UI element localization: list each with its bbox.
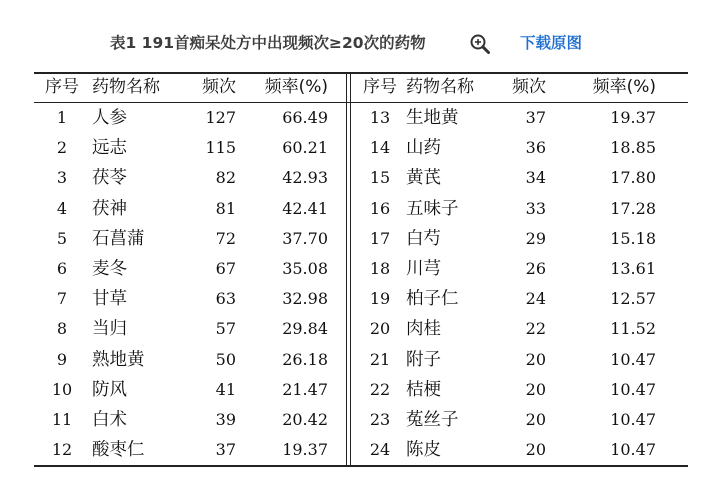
cell-index: 18 [369,259,391,278]
cell-frequency: 20 [525,379,546,399]
cell-index: 19 [369,289,391,309]
cell-name: 茯苓 [92,168,127,189]
drug-frequency-table [34,72,688,467]
cell-frequency: 50 [215,349,236,369]
cell-rate: 10.47 [610,379,656,399]
cell-name: 黄芪 [406,168,441,189]
header-index: 序号 [363,77,397,97]
cell-index: 16 [369,198,391,218]
cell-frequency: 39 [215,410,236,429]
cell-name: 甘草 [92,289,127,310]
cell-name: 人参 [92,108,127,128]
cell-index: 21 [369,349,391,369]
cell-index: 20 [369,319,391,339]
cell-index: 7 [56,289,68,309]
cell-rate: 10.47 [610,440,656,460]
header-rate: 频率(%) [592,77,656,97]
cell-frequency: 37 [525,108,546,127]
cell-frequency: 26 [525,259,546,278]
cell-rate: 21.47 [282,379,328,399]
cell-frequency: 115 [205,138,236,158]
cell-frequency: 67 [215,259,236,278]
cell-frequency: 29 [525,228,546,248]
cell-name: 麦冬 [92,259,127,279]
cell-rate: 15.18 [610,228,656,248]
table-caption: 表1 191首痴呆处方中出现频次≥20次的药物 [110,34,426,52]
header-index: 序号 [45,77,79,97]
cell-rate: 17.28 [610,198,656,218]
cell-frequency: 33 [525,198,546,218]
cell-name: 白术 [92,410,127,430]
cell-name: 茯神 [92,198,127,219]
cell-rate: 26.18 [282,349,328,369]
header-frequency: 频次 [202,77,236,97]
cell-index: 10 [51,379,73,399]
header-rate: 频率(%) [264,77,328,97]
cell-name: 五味子 [406,198,459,219]
cell-index: 14 [369,138,391,158]
cell-rate: 18.85 [610,138,656,158]
cell-rate: 20.42 [282,410,328,429]
cell-name: 山药 [406,138,441,159]
cell-name: 肉桂 [406,319,441,340]
cell-name: 桔梗 [406,379,441,400]
cell-rate: 66.49 [282,108,328,127]
cell-name: 柏子仁 [406,289,459,310]
cell-rate: 17.80 [610,168,656,188]
cell-name: 酸枣仁 [92,440,145,461]
cell-name: 川芎 [406,259,441,279]
cell-frequency: 20 [525,440,546,460]
header-name: 药物名称 [406,77,474,97]
cell-index: 24 [369,440,391,460]
header-name: 药物名称 [92,77,160,97]
cell-name: 防风 [92,379,127,400]
cell-rate: 12.57 [610,289,656,309]
cell-frequency: 20 [525,410,546,429]
cell-rate: 35.08 [282,259,328,278]
cell-name: 当归 [92,319,127,340]
cell-name: 菟丝子 [406,410,459,430]
cell-index: 23 [369,410,391,429]
cell-index: 3 [56,168,68,188]
cell-rate: 37.70 [282,228,328,248]
cell-frequency: 82 [215,168,236,188]
cell-rate: 19.37 [610,108,656,127]
cell-index: 17 [369,228,391,248]
cell-frequency: 41 [215,379,236,399]
zoom-in-icon[interactable] [469,33,491,55]
cell-index: 13 [369,108,391,127]
cell-rate: 32.98 [282,289,328,309]
cell-rate: 29.84 [282,319,328,339]
cell-frequency: 22 [525,319,546,339]
cell-rate: 11.52 [610,319,656,339]
cell-frequency: 127 [205,108,236,127]
cell-index: 5 [56,228,68,248]
cell-index: 9 [56,349,68,369]
cell-index: 15 [369,168,391,188]
cell-rate: 42.93 [282,168,328,188]
cell-name: 陈皮 [406,440,441,461]
cell-frequency: 63 [215,289,236,309]
cell-name: 远志 [92,138,127,159]
cell-name: 石菖蒲 [92,228,145,249]
cell-index: 1 [56,108,68,127]
cell-frequency: 81 [215,198,236,218]
download-original-link[interactable]: 下载原图 [520,34,583,52]
cell-frequency: 20 [525,349,546,369]
cell-frequency: 72 [215,228,236,248]
table-title-bar [0,30,720,60]
cell-index: 11 [51,410,73,429]
header-frequency: 频次 [512,77,546,97]
cell-index: 6 [56,259,68,278]
cell-index: 2 [56,138,68,158]
cell-rate: 13.61 [610,259,656,278]
cell-index: 4 [56,198,68,218]
cell-frequency: 36 [525,138,546,158]
cell-rate: 10.47 [610,410,656,429]
table-bottom-rule [34,465,688,467]
cell-frequency: 37 [215,440,236,460]
cell-index: 8 [56,319,68,339]
cell-name: 熟地黄 [92,349,145,370]
cell-name: 附子 [406,349,441,370]
cell-frequency: 24 [525,289,546,309]
cell-frequency: 34 [525,168,546,188]
table-divider-line [350,72,351,467]
cell-rate: 19.37 [282,440,328,460]
cell-frequency: 57 [215,319,236,339]
cell-rate: 60.21 [282,138,328,158]
cell-name: 白芍 [406,228,441,249]
cell-rate: 42.41 [282,198,328,218]
cell-rate: 10.47 [610,349,656,369]
cell-index: 22 [369,379,391,399]
cell-index: 12 [51,440,73,460]
cell-name: 生地黄 [406,108,459,128]
table-divider-line [346,72,347,467]
